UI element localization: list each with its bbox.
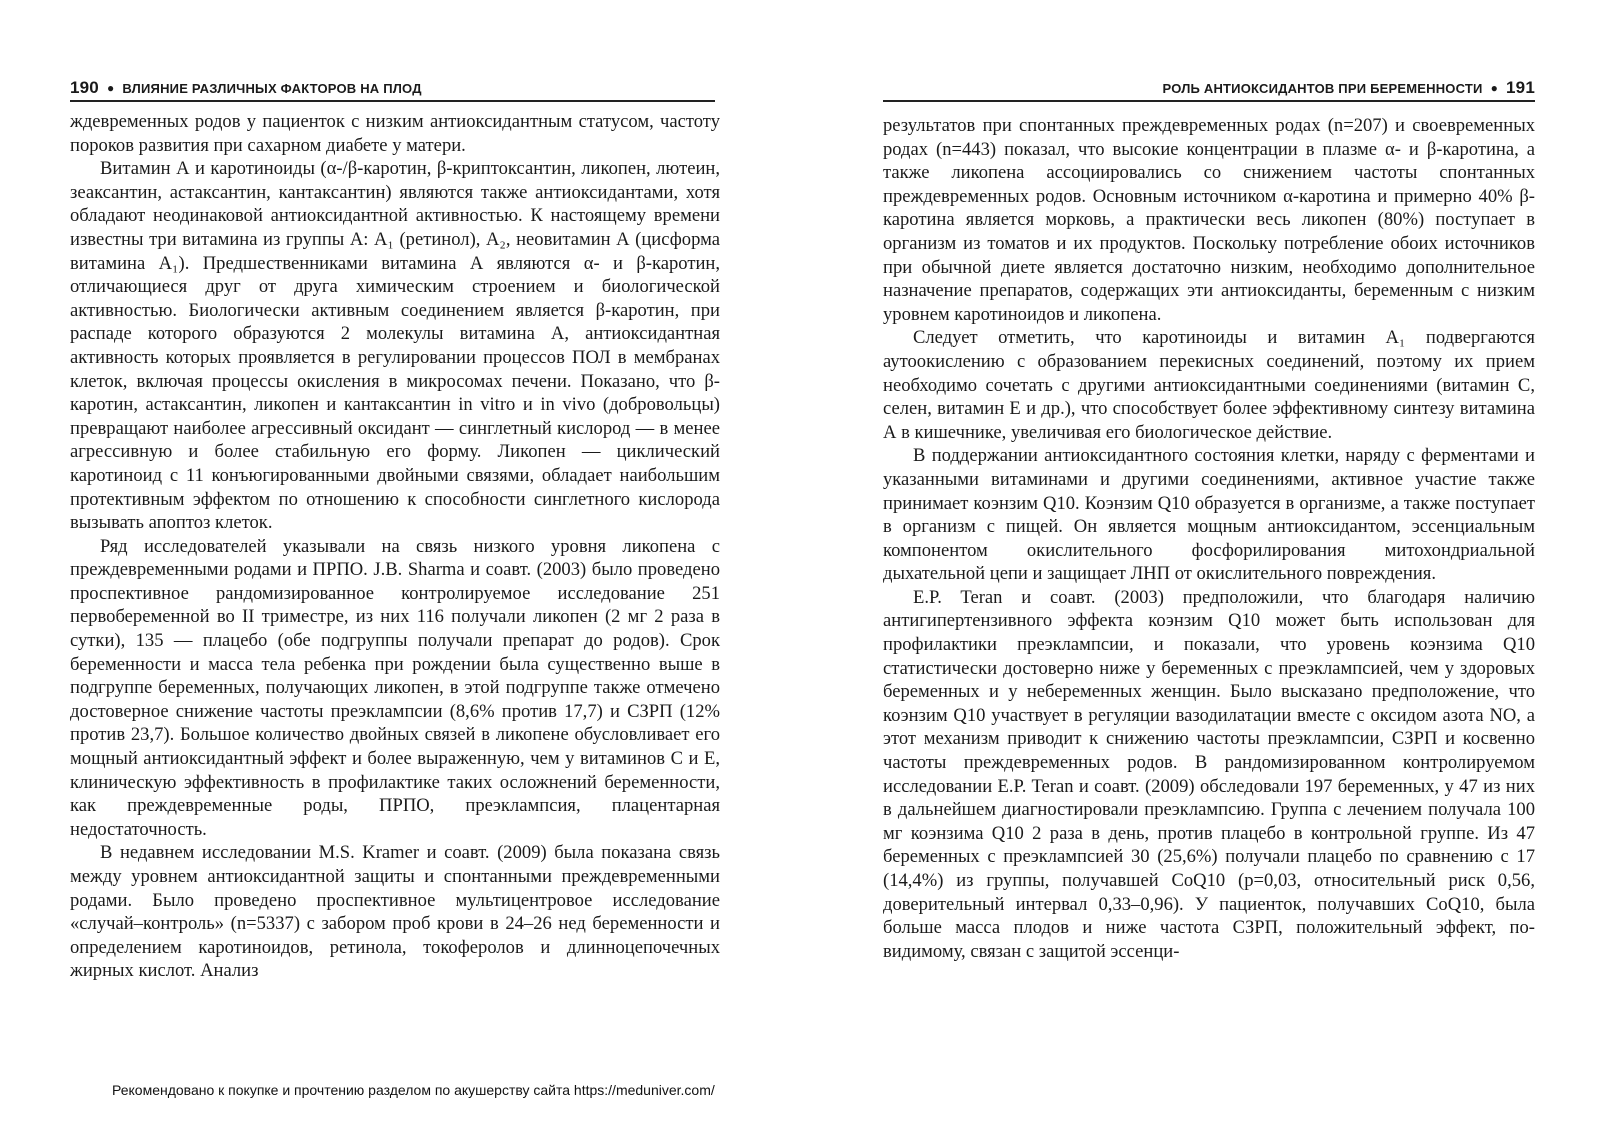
paragraph: Ряд исследователей указывали на связь низкого уровня ликопена с преждевременными родами и ПРПО. J.B. Sharma и соавт. (2003) было проведено проспективное рандомизированное контролируемое исследование 251 первобеременной во II триместре, из них 116 получали ликопен (2 мг 2 раза в сутки), 135 — плацебо (обе подгруппы получали препарат до родов). Срок беременности и масса тела ребенка при рождении была существенно выше в подгруппе беременных, получающих ликопен, в этой подгруппе также отмечено достоверное снижение частоты преэклампсии (8,6% против 17,7) и СЗРП (12% против 23,7). Большое количество двойных связей в ликопене обусловливает его мощный антиоксидантный эффект и более выраженную, чем у витаминов С и Е, клиническую эффективность в профилактике таких осложнений беременности, как преждевременные роды, ПРПО, преэклампсия, плацентарная недостаточность.: [70, 535, 720, 840]
bullet-separator-left: ●: [106, 81, 115, 95]
paragraph: E.P. Teran и соавт. (2003) предположили, что благодаря наличию антигипертензивного эффекта коэнзим Q10 может быть использован для профилактики преэклампсии, и показали, что уровень коэнзима Q10 статистически достоверно ниже у беременных с преэклампсией, чем у здоровых беременных и у небеременных женщин. Было высказано предположение, что коэнзим Q10 участвует в регуляции вазодилатации вместе с оксидом азота NO, а этот механизм приводит к снижению частоты преэклампсии, СЗРП и косвенно частоты преждевременных родов. В рандомизированном контролируемом исследовании E.P. Teran и соавт. (2009) обследовали 197 беременных, у 47 из них в дальнейшем диагностировали преэклампсию. Группа с лечением получала 100 мг коэнзима Q10 2 раза в день, против плацебо в контрольной группе. Из 47 беременных с преэклампсией 30 (25,6%) получали плацебо по сравнению с 17 (14,4%) из группы, получавшей CoQ10 (p=0,03, относительный риск 0,56, доверительный интервал 0,33–0,96). У пациенток, получавших CoQ10, была больше масса плодов и ниже частота СЗРП, положительный эффект, по-видимому, связан с защитой эссенци-: [883, 586, 1535, 962]
bullet-separator-right: ●: [1490, 81, 1499, 95]
right-running-head: [883, 76, 1535, 102]
left-running-head: [70, 76, 715, 102]
paragraph: Следует отметить, что каротиноиды и витамин А₁ подвергаются аутоокислению с образованием перекисных соединений, поэтому их прием необходимо сочетать с другими антиоксидантными соединениями (витамин С, селен, витамин Е и др.), что способствует более эффективному синтезу витамина А в кишечнике, увеличивая его биологическое действие.: [883, 327, 1535, 443]
page-number-right: 191: [1506, 78, 1535, 97]
running-title-right: РОЛЬ АНТИОКСИДАНТОВ ПРИ БЕРЕМЕННОСТИ: [1162, 80, 1483, 96]
footer-recommendation: Рекомендовано к покупке и прочтению разделом по акушерству сайта https://meduniver.com/: [112, 1082, 715, 1098]
paragraph: результатов при спонтанных преждевременных родах (n=207) и своевременных родах (n=443) показал, что высокие концентрации в плазме α- и β-каротина, а также ликопена ассоциировались со снижением частоты спонтанных преждевременных родов. Основным источником α-каротина и примерно 40% β-каротина является морковь, а практически весь ликопен (80%) поступает в организм из томатов и их продуктов. Поскольку потребление обоих источников при обычной диете является достаточно низким, необходимо дополнительное назначение препаратов, содержащих эти антиоксиданты, беременным с низким уровнем каротиноидов и ликопена.: [883, 115, 1535, 325]
paragraph: В поддержании антиоксидантного состояния клетки, наряду с ферментами и указанными витаминами и другими соединениями, активное участие также принимает коэнзим Q10. Коэнзим Q10 образуется в организме, а также поступает в организм с пищей. Он является мощным антиоксидантом, эссенциальным компонентом окислительного фосфорилирования митохондриальной дыхательной цепи и защищает ЛНП от окислительного повреждения.: [883, 445, 1535, 585]
paragraph: Витамин А и каротиноиды (α-/β-каротин, β-криптоксантин, ликопен, лютеин, зеаксантин, астаксантин, кантаксантин) являются также антиоксидантами, хотя обладают неодинаковой антиоксидантной активностью. К настоящему времени известны три витамина из группы А: А₁ (ретинол), А₂, неовитамин А (цисформа витамина А₁). Предшественниками витамина А являются α- и β-каротин, отличающиеся друг от друга химическим строением и биологической активностью. Биологически активным соединением является β-каротин, при распаде которого образуются 2 молекулы витамина А, антиоксидантная активность которых проявляется в регулировании процессов ПОЛ в мембранах клеток, включая процессы окисления в микросомах печени. Показано, что β-каротин, астаксантин, ликопен и кантаксантин in vitro и in vivo (добровольцы) превращают наиболее агрессивный оксидант — синглетный кислород — в менее агрессивную и более стабильную его форму. Ликопен — циклический каротиноид с 11 конъюгированными двойными связями, обладает наибольшим протективным эффектом по отношению к способности синглетного кислорода вызывать апоптоз клеток.: [70, 158, 720, 534]
paragraph: В недавнем исследовании M.S. Kramer и соавт. (2009) была показана связь между уровнем антиоксидантной защиты и спонтанными преждевременными родами. Было проведено проспективное мультицентровое исследование «случай–контроль» (n=5337) с забором проб крови в 24–26 нед беременности и определением каротиноидов, ретинола, токоферолов и длинноцепочечных жирных кислот. Анализ: [70, 842, 720, 982]
right-page-body: [883, 114, 1535, 963]
left-page-body: [70, 110, 720, 983]
paragraph: ждевременных родов у пациенток с низким антиоксидантным статусом, частоту пороков развития при сахарном диабете у матери.: [70, 111, 720, 156]
running-title-left: ВЛИЯНИЕ РАЗЛИЧНЫХ ФАКТОРОВ НА ПЛОД: [122, 80, 422, 96]
page-number-left: 190: [70, 78, 99, 97]
